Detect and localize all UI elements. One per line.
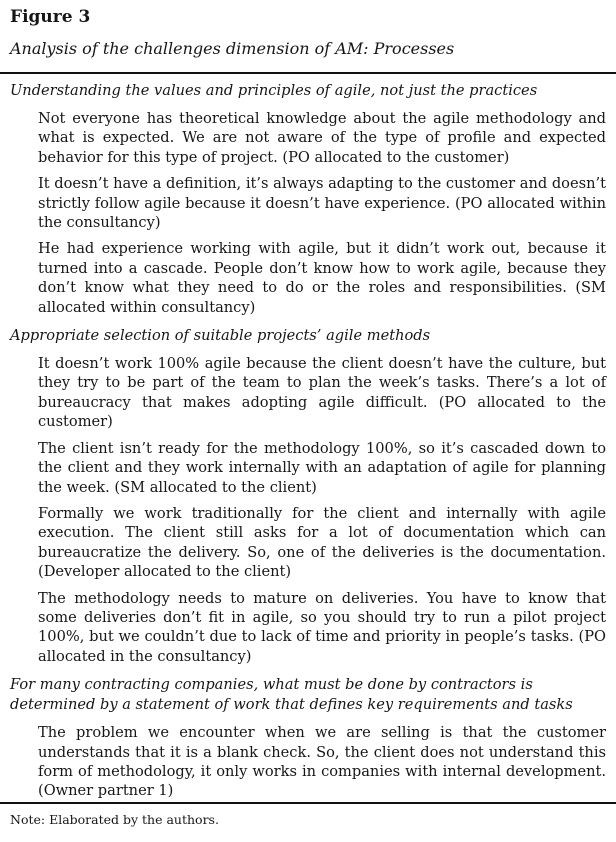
section-method-selection	[0, 326, 616, 666]
interview-quote: The methodology needs to mature on deliveries. You have to know that some deliveries don’t fit in agile, so you should try to run a pilot project 100%, but we couldn’t due to lack of time and priority in people’s tasks. (PO allocated in the consultancy)	[38, 589, 606, 665]
interview-quote: The client isn’t ready for the methodology 100%, so it’s cascaded down to the client and they work internally with an adaptation of agile for planning the week. (SM allocated to the client)	[38, 439, 606, 496]
figure-note: Note: Elaborated by the authors.	[10, 812, 219, 827]
figure-title: Analysis of the challenges dimension of AM: Processes	[10, 39, 455, 58]
interview-quote: He had experience working with agile, but it didn’t work out, because it turned into a cascade. People don’t know how to work agile, because they don’t know what they need to do or the roles and responsibilities. (SM allocated within consultancy)	[38, 240, 606, 316]
figure-label: Figure 3	[10, 7, 91, 27]
figure-table	[0, 78, 616, 801]
table-bottom-rule	[0, 802, 616, 804]
interview-quote: The problem we encounter when we are selling is that the customer understands that it is a blank check. So, the client does not understand this form of methodology, it only works in companies with internal development. (Owner partner 1)	[38, 724, 606, 800]
section-heading: Understanding the values and principles of agile, not just the practices	[10, 82, 538, 99]
interview-quote: Formally we work traditionally for the client and internally with agile execution. The client still asks for a lot of documentation which can bureaucratize the delivery. So, one of the deliveries is the documentation. (Developer allocated to the client)	[38, 504, 606, 581]
table-top-rule	[0, 72, 616, 74]
interview-quote: Not everyone has theoretical knowledge about the agile methodology and what is expected. We are not aware of the type of profile and expected behavior for this type of project. (PO allocated to the customer)	[38, 110, 606, 166]
section-heading: Appropriate selection of suitable projects’ agile methods	[10, 327, 431, 345]
section-heading: For many contracting companies, what must be done by contractors is determined by a statement of work that defines key requirements and tasks	[10, 676, 573, 714]
section-values-principles	[0, 81, 616, 317]
interview-quote: It doesn’t have a definition, it’s always adapting to the customer and doesn’t strictly follow agile because it doesn’t have experience. (PO allocated within the consultancy)	[38, 175, 606, 232]
interview-quote: It doesn’t work 100% agile because the client doesn’t have the culture, but they try to be part of the team to plan the week’s tasks. There’s a lot of bureaucracy that makes adopting agile difficult. (PO allocated to the customer)	[38, 355, 606, 431]
section-contracting	[0, 675, 616, 801]
